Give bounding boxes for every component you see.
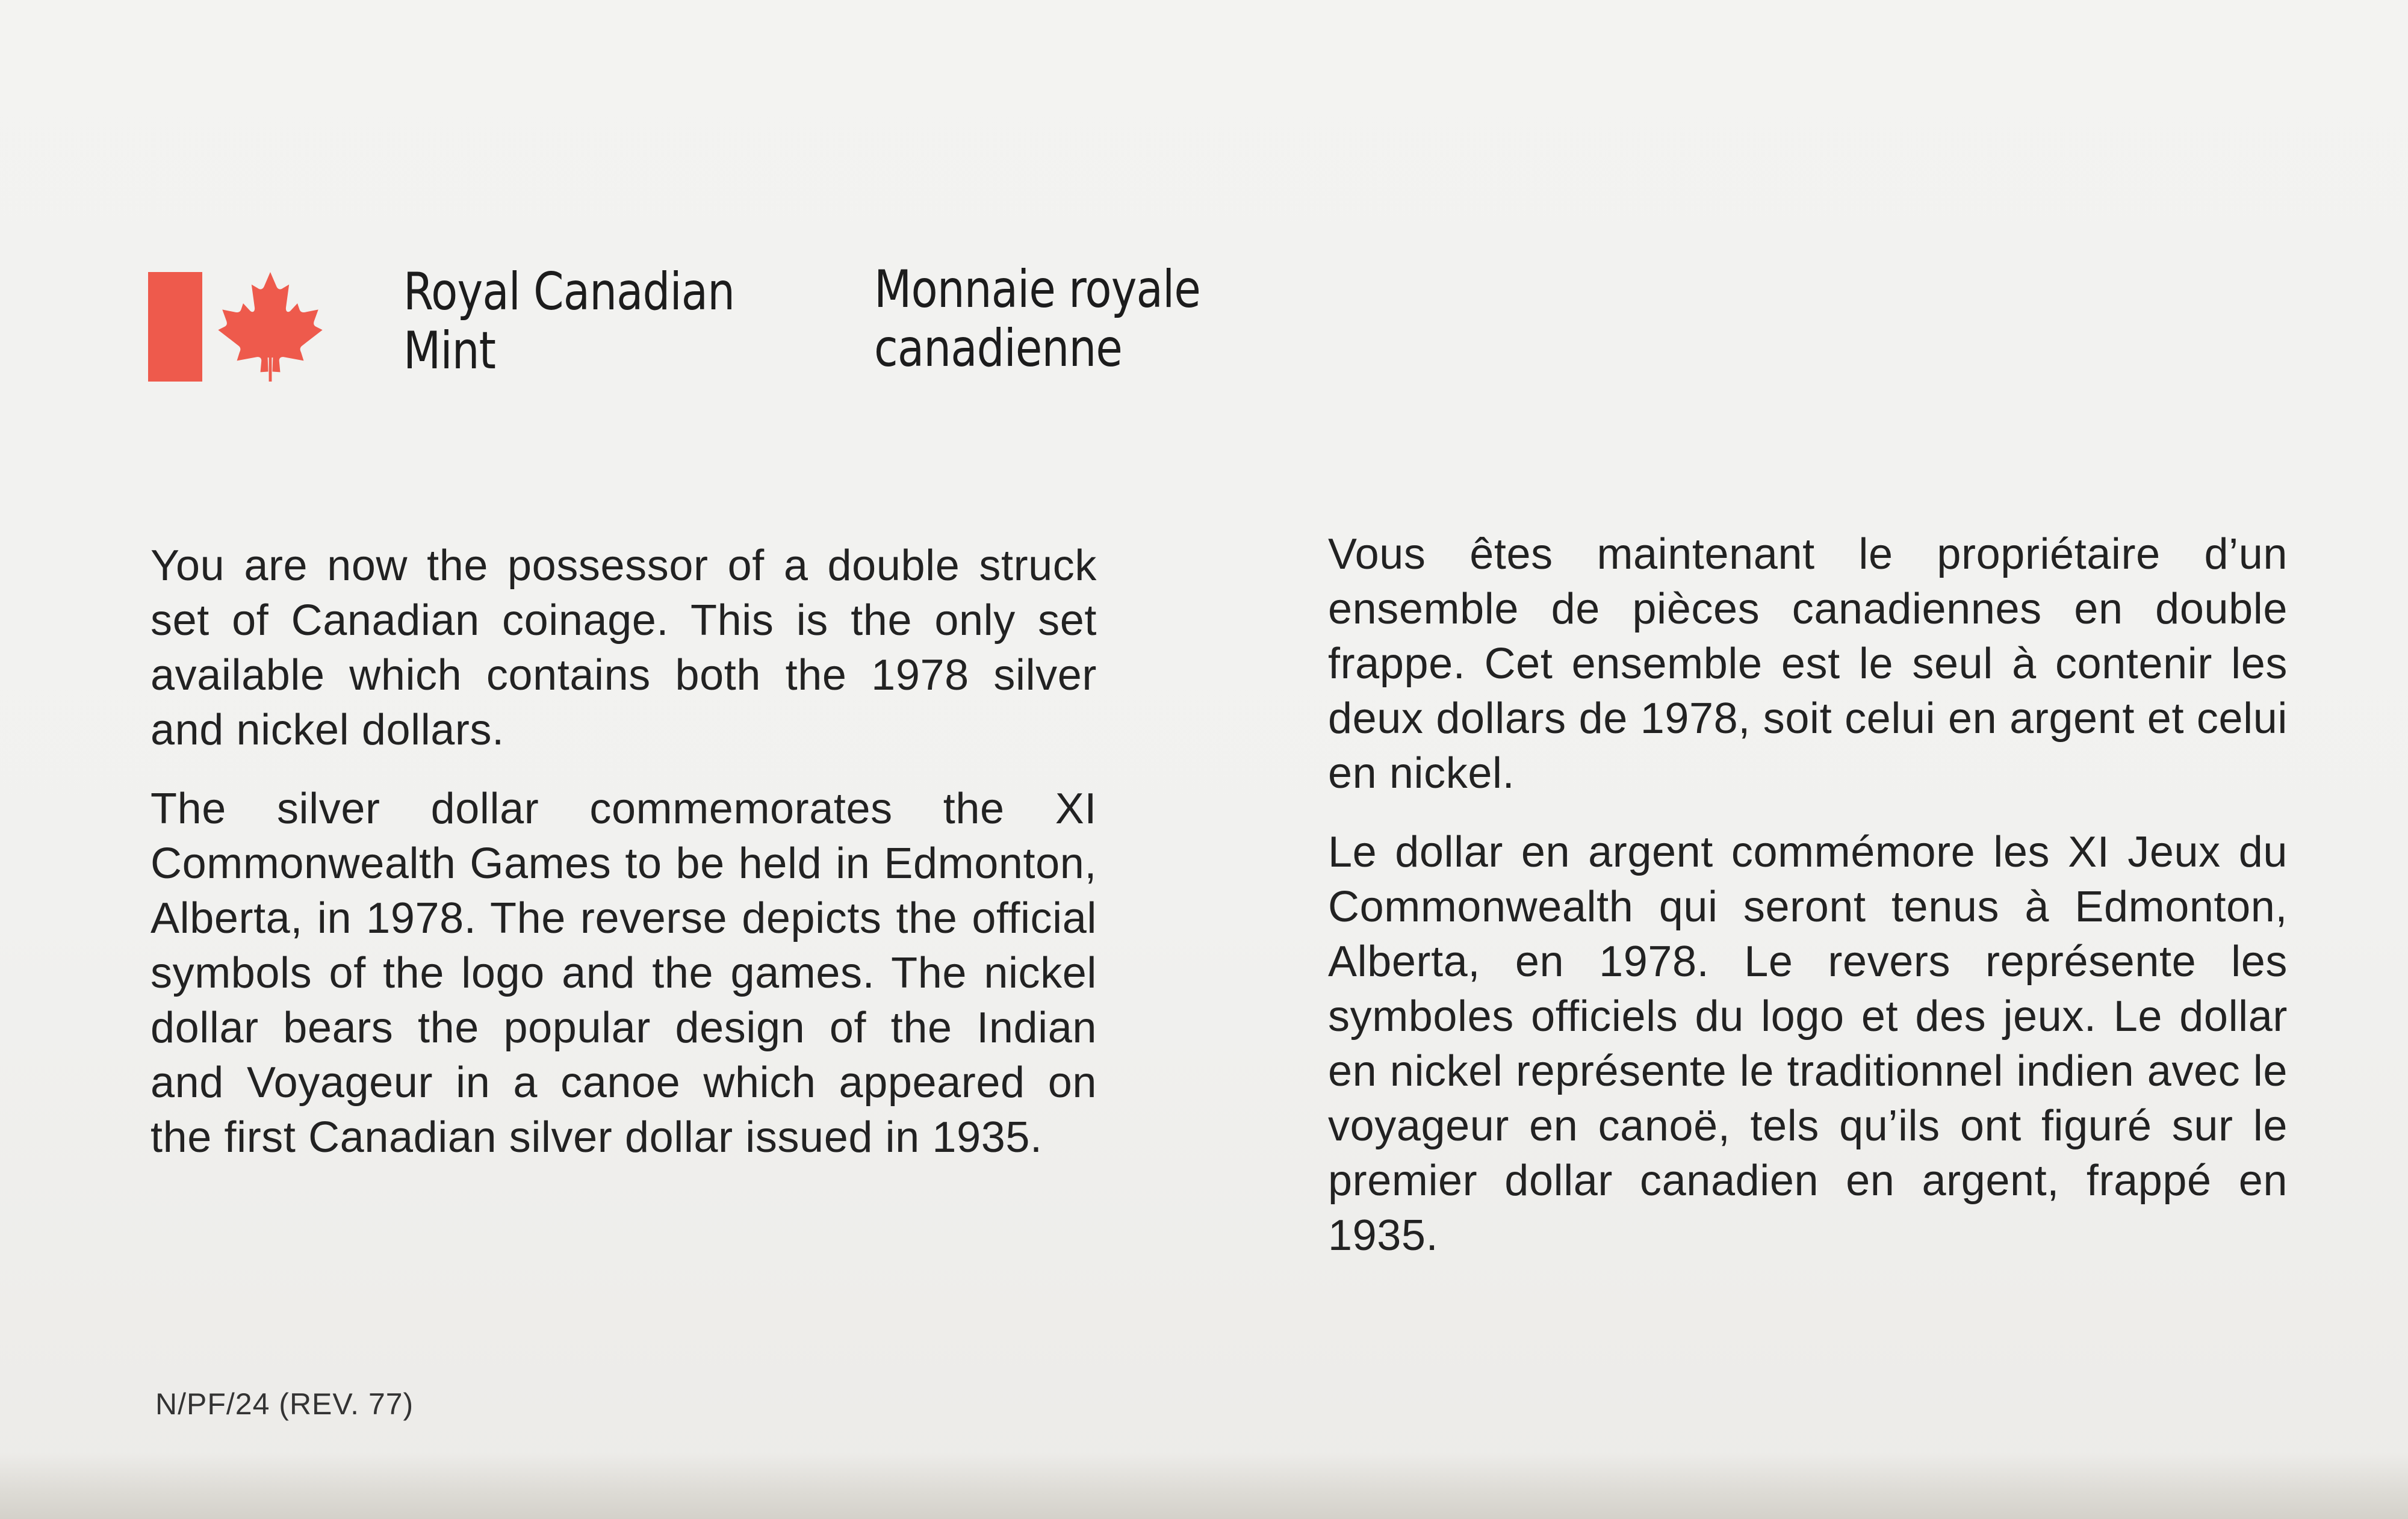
- french-paragraph-1: Vous êtes maintenant le propriétaire d’un ensemble de pièces canadiennes en double frappe. Cet ensemble est le seul à contenir les deux dollars de 1978, soit celui en argent et celui en nickel.: [1328, 530, 2288, 797]
- brand-en-line-2: Mint: [403, 321, 496, 381]
- brand-fr-line-1: Monnaie royale: [874, 259, 1200, 320]
- brand-en-line-1: Royal Canadian: [403, 262, 735, 322]
- french-text-column: [1328, 527, 2288, 1263]
- maple-leaf-icon: [218, 272, 323, 382]
- brand-name-french: [874, 260, 1200, 378]
- brand-name-english: [403, 262, 734, 380]
- flag-red-bar: [148, 272, 202, 382]
- card-bottom-edge: [0, 1453, 2408, 1519]
- english-paragraph-2: The silver dollar commemorates the XI Commonwealth Games to be held in Edmonton, Alberta, in 1978. The reverse depicts the official symbols of the logo and the games. The nickel dollar bears the popular design of the Indian and Voyageur in a canoe which appeared on the first Canadian silver dollar issued in 1935.: [150, 785, 1097, 1162]
- canada-flag-logo: [148, 272, 323, 382]
- english-paragraph-1: You are now the possessor of a double struck set of Canadian coinage. This is the only set available which contains both the 1978 silver and nickel dollars.: [150, 542, 1097, 754]
- french-paragraph-2: Le dollar en argent commémore les XI Jeux du Commonwealth qui seront tenus à Edmonton, Alberta, en 1978. Le revers représente les symboles officiels du logo et des jeux. Le dollar en nickel représente le traditionnel indien avec le voyageur en canoë, tels qu’ils ont figuré sur le premier dollar canadien en argent, frappé en 1935.: [1328, 828, 2288, 1260]
- form-code: N/PF/24 (REV. 77): [155, 1387, 414, 1421]
- brand-fr-line-2: canadienne: [874, 318, 1123, 379]
- english-text-column: [150, 539, 1097, 1165]
